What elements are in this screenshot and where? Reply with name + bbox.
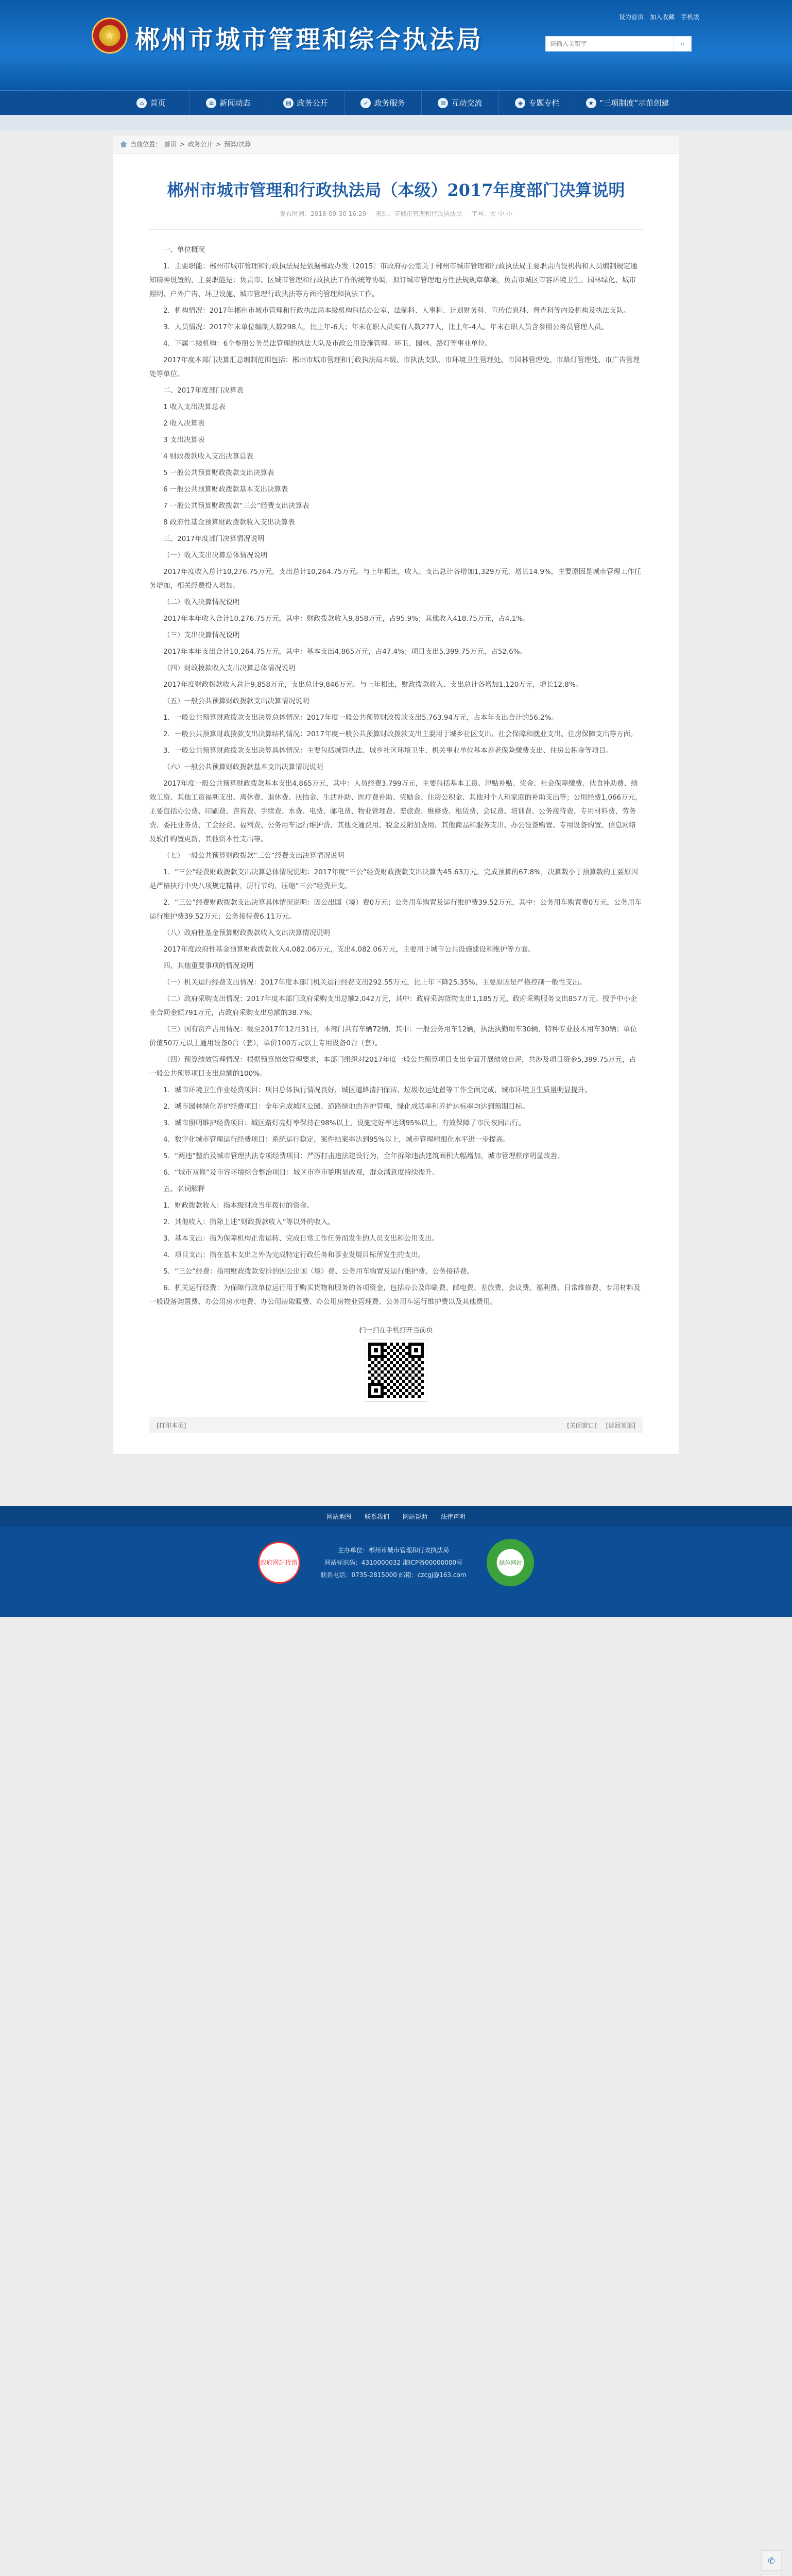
home-icon: ⌂: [136, 98, 147, 108]
article-body: [149, 243, 643, 1309]
article-paragraph: 2017年度本部门决算汇总编制范围包括：郴州市城市管理和行政执法局本级、市执法支队、市环境卫生管理处、市园林管理处、市路灯管理处、市广告管理处等单位。: [149, 356, 640, 378]
article-tools: [149, 1417, 643, 1433]
article-paragraph: （四）财政拨款收入支出决算总体情况说明: [163, 664, 296, 672]
topic-icon: ◈: [515, 98, 525, 108]
article-paragraph: 3 支出决算表: [163, 436, 205, 444]
article-paragraph: 2．城市园林绿化养护经费项目：全年完成城区公园、道路绿地的养护管理，绿化成活率和养护达标率均达到预期目标。: [163, 1103, 529, 1111]
article-paragraph: 5．“两违”整治及城市管理执法专项经费项目：严厉打击违法建设行为，全年拆除违法建筑面积大幅增加，城市管理秩序明显改善。: [163, 1152, 564, 1160]
article-paragraph: 4．项目支出：指在基本支出之外为完成特定行政任务和事业发展目标所发生的支出。: [163, 1251, 425, 1259]
nav-three-systems[interactable]: ★ “三项制度”示范创建: [576, 91, 679, 115]
back-to-top-link[interactable]: [返回顶部]: [606, 1421, 635, 1429]
nav-news[interactable]: ≡ 新闻动态: [190, 91, 267, 115]
article-paragraph: （六）一般公共预算财政拨款基本支出决算情况说明: [163, 763, 323, 771]
article-paragraph: （三）支出决算情况说明: [163, 631, 240, 639]
print-link[interactable]: [打印本页]: [157, 1421, 186, 1429]
home-icon: [120, 141, 127, 147]
article-title: 郴州市城市管理和行政执法局（本级）2017年度部门决算说明: [167, 180, 625, 200]
article-paragraph: 五、名词解释: [163, 1185, 205, 1193]
search-icon[interactable]: ⌕: [674, 36, 692, 52]
footer-site-id: 网站标识码：4310000032 湘ICP备00000000号: [324, 1559, 463, 1566]
article-paragraph: 7 一般公共预算财政拨款“三公”经费支出决算表: [163, 502, 309, 510]
footer-link-legal[interactable]: 法律声明: [441, 1513, 466, 1520]
article-paragraph: 2017年本年收入合计10,276.75万元，其中：财政拨款收入9,858万元，占95.9%；其他收入418.75万元，占4.1%。: [163, 615, 530, 623]
article-paragraph: 2 收入决算表: [163, 419, 205, 428]
article-paragraph: 3．一般公共预算财政拨款支出决算具体情况：主要包括城管执法、城乡社区环境卫生、机关事业单位基本养老保险缴费支出、住房公积金等项目。: [163, 747, 613, 755]
nav-gov-service[interactable]: ✓ 政务服务: [345, 91, 422, 115]
article-paragraph: 1．城市环境卫生作业经费项目：项目总体执行情况良好，城区道路清扫保洁、垃圾收运处置等工作全面完成，城市环境卫生质量明显提升。: [163, 1086, 592, 1094]
emblem-icon: ★: [92, 18, 128, 54]
nav-topics[interactable]: ◈ 专题专栏: [499, 91, 576, 115]
news-icon: ≡: [206, 98, 216, 108]
article-paragraph: 2．一般公共预算财政拨款支出决算结构情况：2017年度一般公共预算财政拨款支出主要用于城乡社区支出、社会保障和就业支出、住房保障支出等方面。: [163, 730, 638, 738]
main-nav: [0, 90, 792, 115]
article-paragraph: 3．基本支出：指为保障机构正常运转、完成日常工作任务而发生的人员支出和公用支出。: [163, 1234, 439, 1243]
article-paragraph: 1 收入支出决算总表: [163, 403, 226, 411]
article-paragraph: 6．“城市双修”及市容环境综合整治项目：城区市容市貌明显改观，群众满意度持续提升。: [163, 1168, 439, 1177]
article-paragraph: 三、2017年度部门决算情况说明: [163, 535, 265, 543]
article-paragraph: 4 财政拨款收入支出决算总表: [163, 452, 253, 461]
top-link-mobile[interactable]: 手机版: [680, 13, 699, 21]
footer-info: [113, 1539, 679, 1586]
footer-link-sitemap[interactable]: 网站地图: [326, 1513, 351, 1520]
article-paragraph: 6 一般公共预算财政拨款基本支出决算表: [163, 485, 288, 494]
footer-contact: 联系电话：0735-2815000 邮箱：czcgj@163.com: [320, 1571, 467, 1579]
article-paragraph: 2．其他收入：指除上述“财政拨款收入”等以外的收入。: [163, 1218, 335, 1226]
article-paragraph: 2017年本年支出合计10,264.75万元，其中：基本支出4,865万元，占47.4%；项目支出5,399.75万元，占52.6%。: [163, 648, 527, 656]
article-paragraph: 3．人员情况：2017年末单位编制人数298人，比上年-6人；年末在职人员实有人数277人，比上年-4人。年末在职人员含参照公务员管理人员。: [163, 323, 608, 331]
article-paragraph: 1．“三公”经费财政拨款支出决算总体情况说明：2017年度“三公”经费财政拨款支出决算为45.63万元，完成预算的67.8%，决算数小于预算数的主要原因是严格执行中央八项规定精神，厉行节约，压缩“三公”经费开支。: [149, 868, 638, 890]
article-paragraph: 一、单位概况: [163, 246, 205, 254]
article-paragraph: 2．机构情况：2017年郴州市城市管理和行政执法局本级机构包括办公室、法制科、人事科、计划财务科、宣传信息科、督查科等内设机构及执法支队。: [163, 307, 630, 315]
breadcrumb-gov-open[interactable]: 政务公开: [188, 141, 213, 148]
breadcrumb: 当前位置： 首页 > 政务公开 > 预算/决算: [113, 135, 679, 153]
wechat-icon[interactable]: ✆: [761, 2550, 782, 2571]
article: [113, 153, 679, 1454]
footer-sponsor: 主办单位：郴州市城市管理和行政执法局: [337, 1547, 449, 1554]
search-input[interactable]: [545, 36, 674, 52]
article-paragraph: （三）国有资产占用情况：截至2017年12月31日，本部门共有车辆72辆，其中：一般公务用车12辆，执法执勤用车30辆，特种专业技术用车30辆；单位价值50万元以上通用设备0台（套），单价100万元以上专用设备0台（套）。: [149, 1025, 638, 1047]
footer-links: [0, 1506, 792, 1527]
article-paragraph: （一）收入支出决算总体情况说明: [163, 551, 268, 560]
star-icon: ★: [586, 98, 596, 108]
service-icon: ✓: [360, 98, 371, 108]
article-paragraph: （七）一般公共预算财政拨款“三公”经费支出决算情况说明: [163, 852, 345, 860]
article-paragraph: （四）预算绩效管理情况：根据预算绩效管理要求，本部门组织对2017年度一般公共预算项目支出全面开展绩效自评，共涉及项目资金5,399.75万元，占一般公共预算项目支出总额的100%。: [149, 1056, 636, 1078]
article-paragraph: 二、2017年度部门决算表: [163, 386, 244, 395]
article-paragraph: 1．主要职能：郴州市城市管理和行政执法局是依据郴政办发〔2015〕市政府办公室关于郴州市城市管理和行政执法局主要职责内设机构和人员编制规定通知精神设置的，主要职能是：负责市、区城市管理和行政执法工作的统筹协调，拟订城市管理地方性法规规章草案，负责市城区市容环境卫生、园林绿化、城市照明、户外广告、环卫设施、城市管理行政执法等方面的管理和执法工作。: [149, 262, 638, 298]
qr-code: [365, 1340, 427, 1401]
qr-caption: 扫一扫在手机打开当前页: [359, 1327, 433, 1334]
site-name: 郴州市城市管理和综合执法局: [135, 25, 484, 54]
article-paragraph: （八）政府性基金预算财政拨款收入支出决算情况说明: [163, 929, 330, 937]
green-site-badge[interactable]: 绿色网站: [487, 1539, 534, 1586]
search-box: [545, 36, 692, 52]
banner-strip: [0, 115, 792, 130]
weibo-icon[interactable]: [761, 2574, 782, 2576]
article-paragraph: （二）政府采购支出情况：2017年度本部门政府采购支出总额2,042万元，其中：政府采购货物支出1,185万元、政府采购服务支出857万元。授予中小企业合同金额791万元，占政府采购支出总额的38.7%。: [149, 995, 638, 1017]
footer-link-contact[interactable]: 联系我们: [364, 1513, 389, 1520]
article-paragraph: 5 一般公共预算财政拨款支出决算表: [163, 469, 274, 477]
gov-error-badge[interactable]: 政府网站找错: [258, 1541, 300, 1584]
article-paragraph: （五）一般公共预算财政拨款支出决算情况说明: [163, 697, 309, 705]
nav-gov-open[interactable]: ▤ 政务公开: [267, 91, 345, 115]
article-paragraph: 四、其他重要事项的情况说明: [163, 962, 254, 970]
article-paragraph: （二）收入决算情况说明: [163, 598, 240, 606]
breadcrumb-budget[interactable]: 预算/决算: [224, 141, 251, 148]
article-meta: [149, 209, 643, 230]
chat-icon: ✉: [438, 98, 448, 108]
article-paragraph: 2017年度收入总计10,276.75万元，支出总计10,264.75万元。与上年相比，收入、支出总计各增加1,329万元，增长14.9%，主要原因是城市管理工作任务增加，相关经费投入增加。: [149, 568, 642, 590]
article-paragraph: 4．数字化城市管理运行经费项目：系统运行稳定，案件结案率达到95%以上，城市管理精细化水平进一步提高。: [163, 1136, 510, 1144]
article-paragraph: 1．一般公共预算财政拨款支出决算总体情况：2017年度一般公共预算财政拨款支出5,763.94万元，占本年支出合计的56.2%。: [163, 714, 558, 722]
top-link-favorite[interactable]: 加入收藏: [649, 13, 675, 21]
article-paragraph: 6．机关运行经费：为保障行政单位运行用于购买货物和服务的各项资金，包括办公及印刷费、邮电费、差旅费、会议费、福利费、日常维修费、专用材料及一般设备购置费、办公用房水电费、办公用房取暖费、办公用房物业管理费、公务用车运行维护费以及其他费用。: [149, 1284, 641, 1306]
article-source: 来源：市城市管理和行政执法局: [375, 210, 462, 217]
article-paragraph: 2017年度一般公共预算财政拨款基本支出4,865万元，其中：人员经费3,799万元，主要包括基本工资、津贴补贴、奖金、社会保障缴费、伙食补助费、绩效工资、其他工资福利支出、离休费、退休费、抚恤金、生活补助、医疗费补助、奖励金、住房公积金、其他对个人和家庭的补助支出等；公用经费1,066万元，主要包括办公费、印刷费、咨询费、手续费、水费、电费、邮电费、物业管理费、差旅费、维修费、租赁费、会议费、培训费、公务接待费、专用材料费、劳务费、委托业务费、工会经费、福利费、公务用车运行维护费、其他交通费用、税金及附加费用、其他商品和服务支出、办公设备购置、专用设备购置、信息网络及软件购置更新、其他资本性支出等。: [149, 779, 642, 843]
article-paragraph: 4．下属二级机构：6个参照公务员法管理的执法大队及市政公用设施管理、环卫、园林、路灯等事业单位。: [163, 340, 492, 348]
floating-toolbar: [761, 2550, 782, 2576]
site-footer: [0, 1506, 792, 1617]
document-icon: ▤: [283, 98, 294, 108]
article-paragraph: 5．“三公”经费：指用财政拨款安排的因公出国（境）费、公务用车购置及运行维护费、公务接待费。: [163, 1267, 474, 1276]
article-paragraph: 8 政府性基金预算财政拨款收入支出决算表: [163, 518, 295, 527]
nav-interaction[interactable]: ✉ 互动交流: [422, 91, 499, 115]
article-paragraph: 1．财政拨款收入：指本级财政当年拨付的资金。: [163, 1201, 314, 1210]
publish-date: 发布时间：2018-09-30 16:29: [280, 210, 367, 217]
article-paragraph: 2017年度财政拨款收入总计9,858万元，支出总计9,846万元。与上年相比，财政拨款收入、支出总计各增加1,120万元，增长12.8%。: [163, 681, 583, 689]
site-header: [0, 0, 792, 90]
article-paragraph: 2．“三公”经费财政拨款支出决算具体情况说明：因公出国（境）费0万元；公务用车购置及运行维护费39.52万元，其中：公务用车购置费0万元，公务用车运行维护费39.52万元；公务接待费6.11万元。: [149, 899, 642, 921]
font-size-switch[interactable]: 字号：大 中 小: [471, 210, 512, 217]
close-window-link[interactable]: [关闭窗口]: [567, 1421, 597, 1429]
article-paragraph: 3．城市照明维护经费项目：城区路灯亮灯率保持在98%以上，设施完好率达到95%以上，有效保障了市民夜间出行。: [163, 1119, 526, 1127]
article-paragraph: 2017年度政府性基金预算财政拨款收入4,082.06万元，支出4,082.06万元，主要用于城市公共设施建设和维护等方面。: [163, 945, 535, 954]
breadcrumb-home[interactable]: 首页: [164, 141, 177, 148]
nav-home[interactable]: ⌂ 首页: [113, 91, 190, 115]
top-link-home[interactable]: 设为首页: [618, 13, 644, 21]
footer-link-help[interactable]: 网站帮助: [403, 1513, 428, 1520]
article-paragraph: （一）机关运行经费支出情况：2017年度本部门机关运行经费支出292.55万元，比上年下降25.35%，主要原因是严格控制一般性支出。: [163, 978, 587, 987]
top-links: [619, 12, 699, 21]
